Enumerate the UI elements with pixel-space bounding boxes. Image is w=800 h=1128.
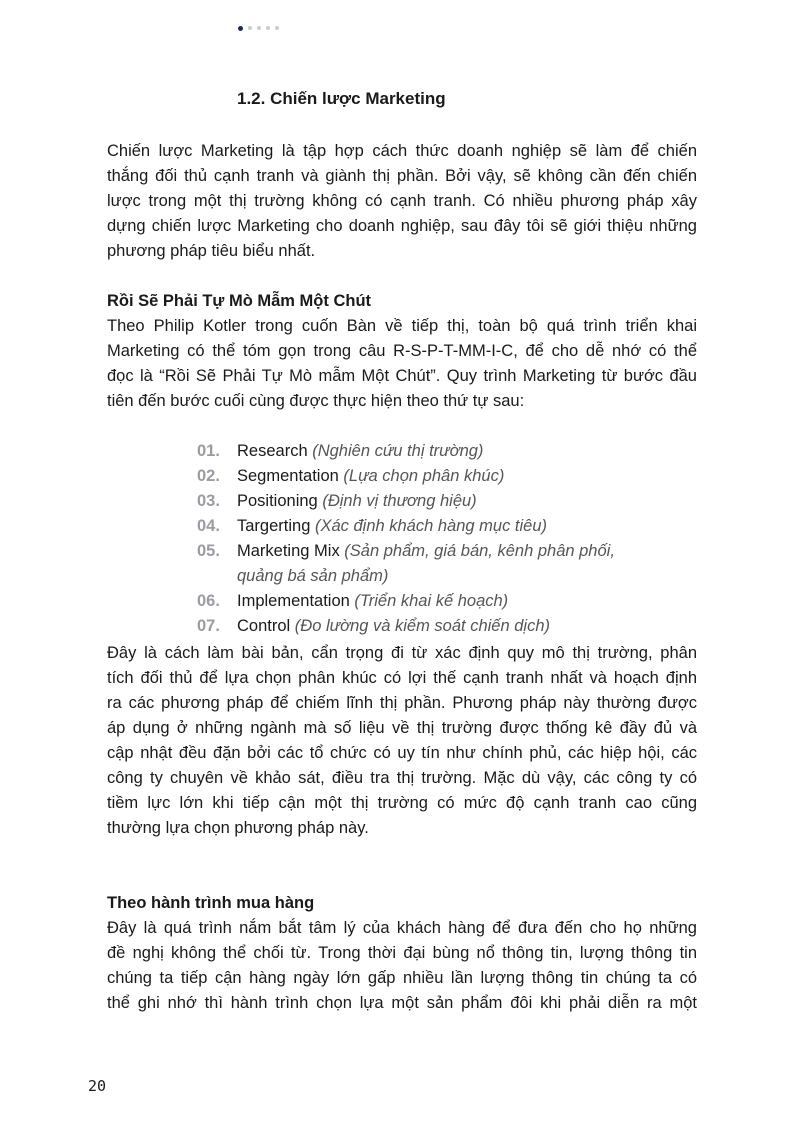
step-desc: (Triển khai kế hoạch) xyxy=(354,592,509,610)
text-line: Marketing có thể tóm gọn trong câu R-S-P-T-MM-I-C, để cho dễ nhớ có thể xyxy=(107,342,697,360)
step-name: Marketing Mix xyxy=(237,542,340,560)
pagination-dots xyxy=(238,26,279,31)
dot xyxy=(257,26,261,30)
text-line: tiềm lực lớn khi tiếp cận một thị trường có mức độ cạnh tranh cao cũng xyxy=(107,794,697,812)
text-line: đề nghị không thể chối từ. Trong thời đại bùng nổ thông tin, lượng thông tin xyxy=(107,944,697,962)
text-line: dựng chiến lược Marketing cho doanh nghiệp, sau đây tôi sẽ giới thiệu những xyxy=(107,217,697,235)
text-line: công ty chuyên về khảo sát, điều tra thị trường. Mặc dù vậy, các công ty có xyxy=(107,769,697,787)
step-desc: (Xác định khách hàng mục tiêu) xyxy=(314,517,548,535)
step-name: Segmentation xyxy=(237,467,339,485)
list-item xyxy=(197,439,615,464)
text-line: tích đối thủ để lựa chọn phân khúc có lợi thế cạnh tranh nhất và hoạch định xyxy=(107,669,697,687)
text-line: thường lựa chọn phương pháp này. xyxy=(107,819,369,837)
text-line: tiên đến bước cuối cùng được thực hiện theo thứ tự sau: xyxy=(107,392,525,410)
text-line: thắng đối thủ cạnh tranh và giành thị phần. Bởi vậy, sẽ không cần đến chiến xyxy=(107,167,697,185)
text-line: Đây là cách làm bài bản, cẩn trọng đi từ xác định quy mô thị trường, phân xyxy=(107,644,697,662)
list-item xyxy=(197,614,615,639)
step-desc-continued: quảng bá sản phẩm) xyxy=(237,567,389,585)
text-line: chúng ta tiếp cận hàng ngày lớn gấp nhiều lần lượng thông tin chúng ta có xyxy=(107,969,697,987)
intro-paragraph xyxy=(107,139,697,264)
dot xyxy=(266,26,270,30)
step-number: 06. xyxy=(197,592,220,610)
steps-list xyxy=(197,439,615,639)
step-desc: (Sản phẩm, giá bán, kênh phân phối, xyxy=(344,542,615,560)
list-item xyxy=(197,539,615,564)
step-desc: (Lựa chọn phân khúc) xyxy=(343,467,505,485)
step-desc: (Nghiên cứu thị trường) xyxy=(312,442,484,460)
text-line: cập nhật đều đặn bởi các tổ chức có uy tín như chính phủ, các hiệp hội, các xyxy=(107,744,697,762)
list-item xyxy=(197,489,615,514)
page-number: 20 xyxy=(88,1077,107,1095)
step-number: 04. xyxy=(197,517,220,535)
text-line: lược trong một thị trường không có cạnh tranh. Có nhiều phương pháp xây xyxy=(107,192,697,210)
step-name: Research xyxy=(237,442,308,460)
section1-heading: Rồi Sẽ Phải Tự Mò Mẫm Một Chút xyxy=(107,292,372,310)
text-line: thể ghi nhớ thì hành trình chọn lựa một sản phẩm đôi khi phải diễn ra một xyxy=(107,994,697,1012)
step-number: 02. xyxy=(197,467,220,485)
step-number: 03. xyxy=(197,492,220,510)
dot-active xyxy=(238,26,243,31)
dot xyxy=(248,26,252,30)
text-line: áp dụng ở những ngành mà số liệu về thị trường được thống kê đầy đủ và xyxy=(107,719,697,737)
step-number: 05. xyxy=(197,542,220,560)
text-line: đọc là “Rồi Sẽ Phải Tự Mò mẫm Một Chút”. Quy trình Marketing từ bước đầu xyxy=(107,367,697,385)
step-number: 07. xyxy=(197,617,220,635)
step-desc: (Định vị thương hiệu) xyxy=(322,492,477,510)
section2 xyxy=(107,891,697,1016)
section2-heading: Theo hành trình mua hàng xyxy=(107,894,315,912)
section1-after-paragraph xyxy=(107,641,697,841)
dot xyxy=(275,26,279,30)
step-desc: (Đo lường và kiểm soát chiến dịch) xyxy=(294,617,550,635)
text-line: phương pháp tiêu biểu nhất. xyxy=(107,242,316,260)
section-title: 1.2. Chiến lược Marketing xyxy=(237,89,446,108)
text-line: Theo Philip Kotler trong cuốn Bàn về tiếp thị, toàn bộ quá trình triển khai xyxy=(107,317,697,335)
step-name: Targerting xyxy=(237,517,311,535)
step-number: 01. xyxy=(197,442,220,460)
list-item xyxy=(197,514,615,539)
step-name: Positioning xyxy=(237,492,318,510)
text-line: ra các phương pháp để chiếm lĩnh thị phần. Phương pháp này thường được xyxy=(107,694,697,712)
list-item xyxy=(197,589,615,614)
list-item xyxy=(197,464,615,489)
text-line: Đây là quá trình nắm bắt tâm lý của khách hàng để đưa đến cho họ những xyxy=(107,919,697,937)
text-line: Chiến lược Marketing là tập hợp cách thức doanh nghiệp sẽ làm để chiến xyxy=(107,142,697,160)
section1 xyxy=(107,289,697,414)
step-name: Control xyxy=(237,617,291,635)
step-name: Implementation xyxy=(237,592,350,610)
